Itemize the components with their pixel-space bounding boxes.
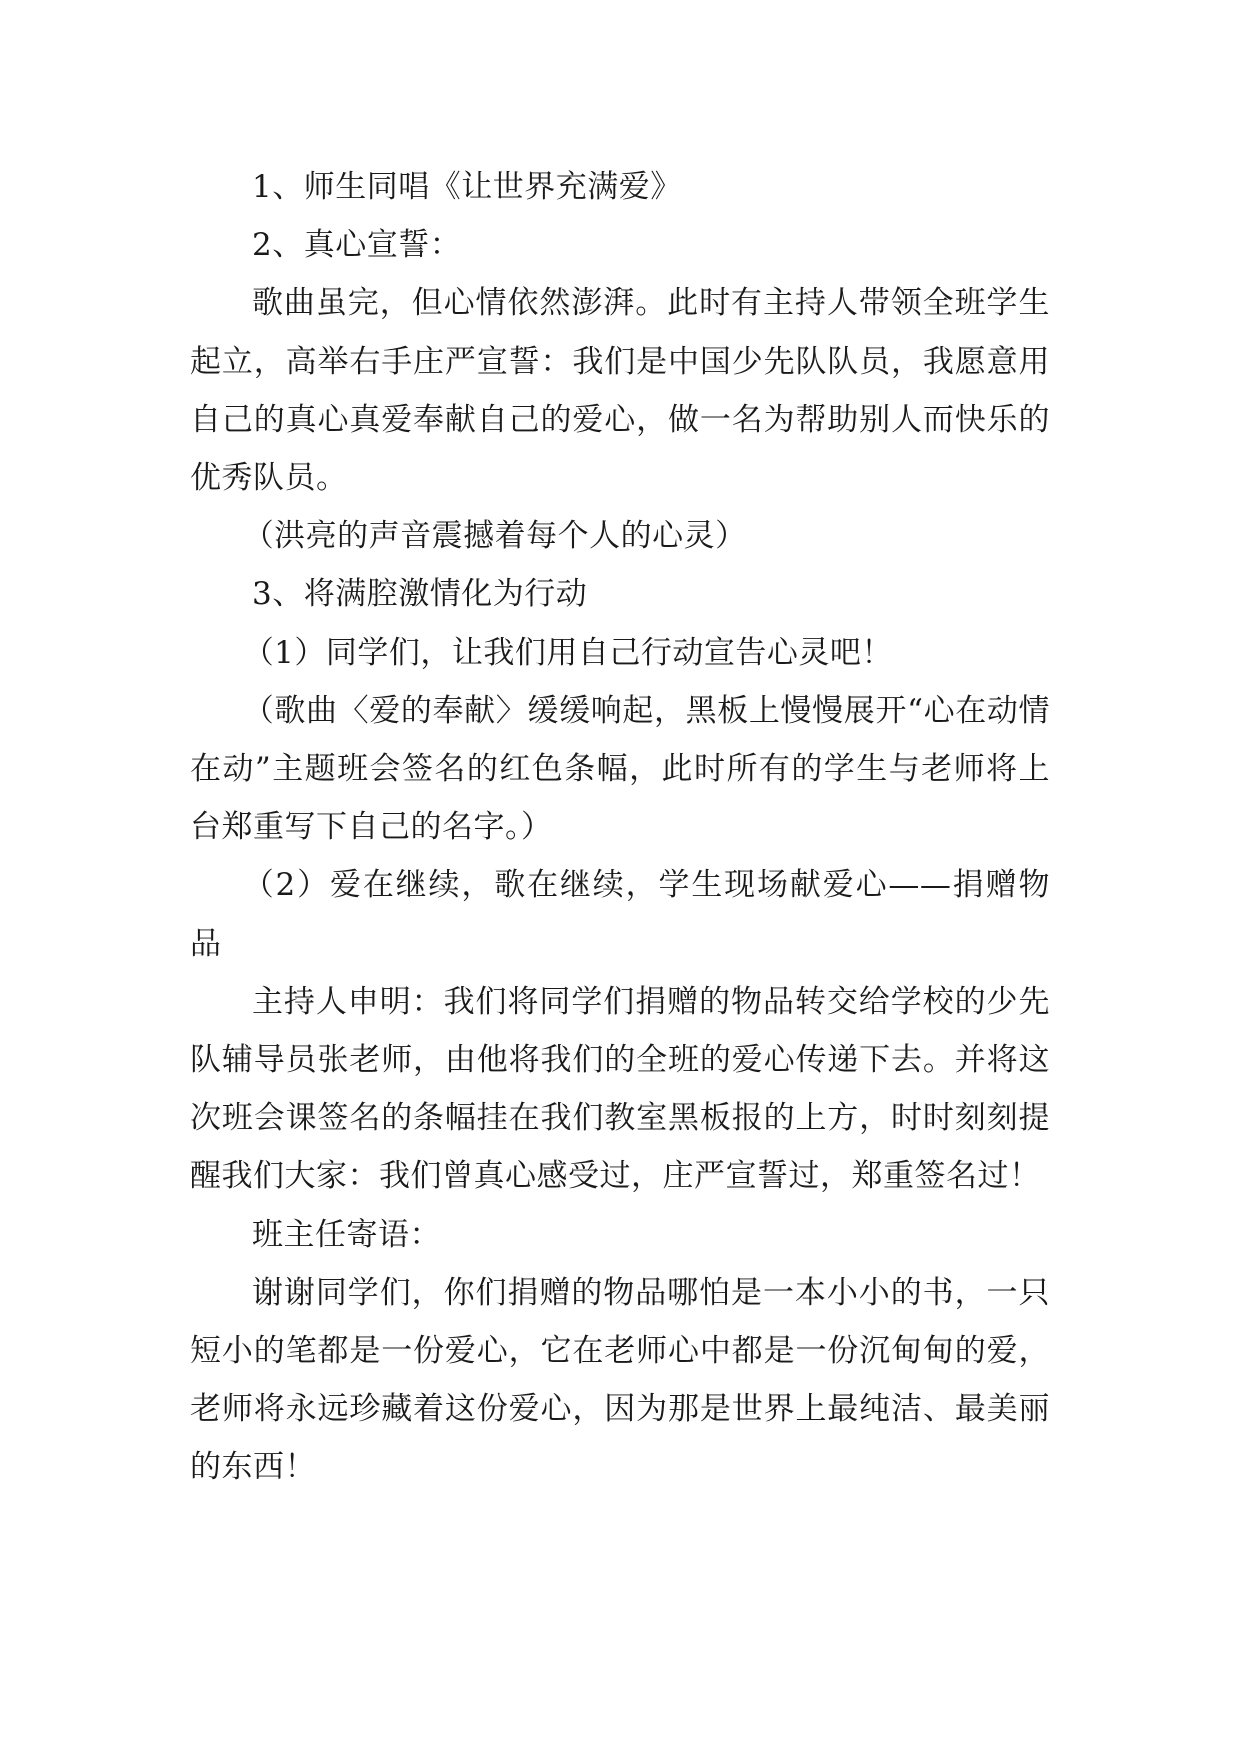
paragraph-song: 1、师生同唱《让世界充满爱》	[252, 169, 682, 205]
paragraph-action-1: （1）同学们，让我们用自己行动宣告心灵吧！	[242, 634, 893, 671]
paragraph-oath-heading: 2、真心宣誓：	[252, 227, 462, 264]
paragraph-banner-note: （歌曲〈爱的奉献〉缓缓响起，黑板上慢慢展开“心在动情在动”主题班会签名的红色条幅，此时所有的学生与老师将上台郑重写下自己的名字。）	[190, 692, 1050, 846]
paragraph-teacher-message: 谢谢同学们，你们捐赠的物品哪怕是一本小小的书，一只短小的笔都是一份爱心，它在老师心中都是一份沉甸甸的爱，老师将永远珍藏着这份爱心，因为那是世界上最纯洁、最美丽的东西！	[190, 1274, 1050, 1486]
paragraph-voice-note: （洪亮的声音震撼着每个人的心灵）	[242, 518, 747, 555]
paragraph-host-statement: 主持人申明：我们将同学们捐赠的物品转交给学校的少先队辅导员张老师，由他将我们的全班的爱心传递下去。并将这次班会课签名的条幅挂在我们教室黑板报的上方，时时刻刻提醒我们大家：我们曾真心感受过，庄严宣誓过，郑重签名过！	[190, 983, 1050, 1195]
paragraph-teacher-heading: 班主任寄语：	[252, 1216, 441, 1253]
paragraph-action-heading: 3、将满腔激情化为行动	[252, 576, 588, 613]
document-body	[190, 158, 1050, 1497]
paragraph-action-2: （2）爱在继续，歌在继续，学生现场献爱心——捐赠物品	[190, 867, 1050, 962]
paragraph-oath: 歌曲虽完，但心情依然澎湃。此时有主持人带领全班学生起立，高举右手庄严宣誓：我们是中国少先队队员，我愿意用自己的真心真爱奉献自己的爱心，做一名为帮助别人而快乐的优秀队员。	[190, 285, 1050, 497]
